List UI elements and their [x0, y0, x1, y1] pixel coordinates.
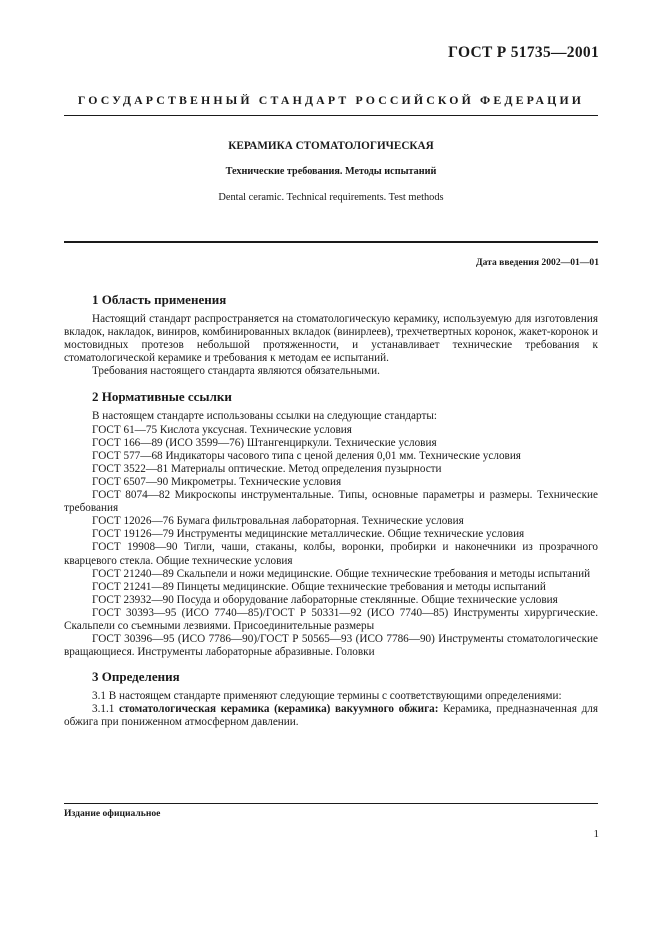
section-heading: 1 Область применения	[92, 292, 227, 307]
reference-item: ГОСТ 12026—76 Бумага фильтровальная лабораторная. Технические условия	[92, 515, 464, 528]
footer-divider	[64, 803, 598, 804]
section-heading: 2 Нормативные ссылки	[92, 389, 232, 405]
reference-item: ГОСТ 19908—90 Тигли, чаши, стаканы, колбы, воронки, пробирки и наконечники из прозрачного кварцевого стекла. Общие технические условия	[64, 541, 598, 567]
document-body	[64, 292, 598, 730]
standard-subtitle: Технические требования. Методы испытаний	[225, 166, 437, 177]
paragraph: В настоящем стандарте использованы ссылки на следующие стандарты:	[92, 410, 437, 423]
paragraph: 3.1 В настоящем стандарте применяют следующие термины с соответствующими определениями:	[92, 690, 562, 703]
section-heading: 3 Определения	[92, 669, 180, 685]
paragraph: Требования настоящего стандарта являются обязательными.	[92, 365, 380, 378]
standard-title: КЕРАМИКА СТОМАТОЛОГИЧЕСКАЯ	[228, 140, 434, 152]
reference-item: ГОСТ 23932—90 Посуда и оборудование лабораторные стеклянные. Общие технические условия	[92, 593, 558, 606]
reference-item: ГОСТ 30396—95 (ИСО 7786—90)/ГОСТ Р 50565—93 (ИСО 7786—90) Инструменты стоматологические вращающиеся. Инструменты лабораторные абразивные. Головки	[64, 633, 598, 659]
edition-note: Издание официальное	[64, 808, 161, 819]
reference-item: ГОСТ 61—75 Кислота уксусная. Технические условия	[92, 423, 352, 436]
reference-item: ГОСТ 577—68 Индикаторы часового типа с ценой деления 0,01 мм. Технические условия	[92, 449, 521, 462]
page-number: 1	[593, 828, 599, 840]
paragraph: Настоящий стандарт распространяется на стоматологическую керамику, используемую для изготовления вкладок, накладок, виниров, комбинированных вкладок (винирлеев), трехчетвертных коронок, жакет-коронок и мостовидных протезов небольшой протяженности, и устанавливает технические требования к стоматологической керамике и требования к методам ее испытаний.	[64, 313, 598, 365]
reference-item: ГОСТ 6507—90 Микрометры. Технические условия	[92, 475, 342, 488]
document-code: ГОСТ Р 51735—2001	[448, 44, 599, 61]
reference-item: ГОСТ 21241—89 Пинцеты медицинские. Общие технические требования и методы испытаний	[92, 580, 546, 593]
title-divider	[64, 241, 598, 243]
reference-item: ГОСТ 166—89 (ИСО 3599—76) Штангенциркули. Технические условия	[92, 436, 437, 449]
reference-item: ГОСТ 19126—79 Инструменты медицинские металлические. Общие технические условия	[92, 528, 525, 541]
standard-english-title: Dental ceramic. Technical requirements. Test methods	[218, 192, 444, 203]
definition-paragraph	[64, 703, 598, 729]
state-standard-title: ГОСУДАРСТВЕННЫЙ СТАНДАРТ РОССИЙСКОЙ ФЕДЕРАЦИИ	[77, 93, 585, 107]
introduction-date: Дата введения 2002—01—01	[476, 257, 599, 268]
header-divider	[64, 115, 598, 116]
reference-item: ГОСТ 3522—81 Материалы оптические. Метод определения пузырности	[92, 462, 442, 475]
definition-text: Керамика, предназначенная для обжига при пониженном атмосферном давлении.	[64, 703, 598, 729]
reference-item: ГОСТ 8074—82 Микроскопы инструментальные. Типы, основные параметры и размеры. Технические требования	[64, 489, 598, 515]
reference-item: ГОСТ 21240—89 Скальпели и ножи медицинские. Общие технические требования и методы испытаний	[92, 567, 591, 580]
reference-item: ГОСТ 30393—95 (ИСО 7740—85)/ГОСТ Р 50331—92 (ИСО 7740—85) Инструменты хирургические. Скальпели со съемными лезвиями. Присоединительные размеры	[64, 606, 598, 632]
definition-term: стоматологическая керамика (керамика) вакуумного обжига:	[118, 703, 439, 716]
definition-number: 3.1.1	[92, 703, 115, 716]
